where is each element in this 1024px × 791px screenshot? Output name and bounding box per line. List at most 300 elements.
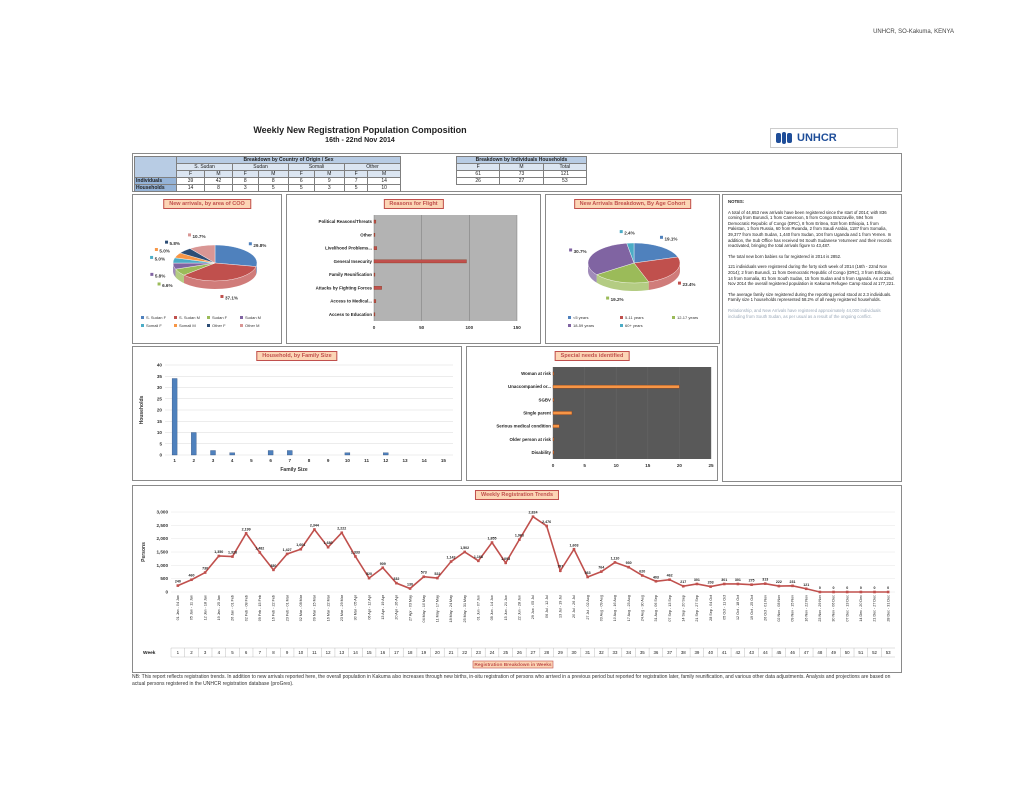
data-label: 403 — [652, 575, 659, 580]
data-point — [586, 576, 589, 579]
data-point — [368, 577, 371, 580]
week-number: 32 — [598, 650, 604, 655]
table-cell: 5 — [345, 185, 368, 192]
week-number: 19 — [421, 650, 427, 655]
data-label: 203 — [707, 580, 714, 585]
category-label: 16 Feb - 22 Feb — [271, 595, 276, 622]
bar — [374, 273, 375, 276]
tick-label: 2 — [192, 458, 196, 463]
category-label: 09 Feb - 15 Feb — [257, 595, 262, 622]
data-label-marker — [150, 273, 153, 276]
tick-label: 10 — [344, 458, 350, 463]
data-point — [860, 591, 863, 594]
notes-panel — [722, 194, 902, 482]
table-cell: 14 — [177, 185, 205, 192]
category-label: 15 Jun - 21 Jun — [503, 595, 508, 621]
data-label: 1,482 — [255, 546, 265, 551]
data-label: 1,855 — [487, 536, 497, 541]
coo-sex-header: F — [233, 171, 259, 178]
category-label: 26 Jan - 01 Feb — [230, 595, 235, 621]
table-cell: 3 — [233, 185, 259, 192]
data-label: 10.7% — [192, 233, 206, 239]
week-number: 47 — [803, 650, 809, 655]
data-label: 1,093 — [501, 556, 511, 561]
category-label: 20 Apr - 26 Apr — [394, 595, 399, 620]
data-label: 909 — [379, 561, 386, 566]
coo-sex-header: M — [205, 171, 233, 178]
panel-coo-pie — [132, 194, 282, 344]
tick-label: 20 — [676, 463, 682, 468]
week-number: 18 — [407, 650, 413, 655]
data-point — [218, 555, 221, 558]
tick-label: 5 — [583, 463, 586, 468]
week-number: 6 — [244, 650, 248, 655]
category-label: 09 Mar - 15 Mar — [312, 595, 317, 622]
data-point — [791, 585, 794, 588]
bar — [211, 451, 216, 456]
category-label: 27 Jul - 02 Aug — [585, 595, 590, 620]
notes-title: NOTES: — [728, 199, 745, 204]
week-number: 35 — [639, 650, 645, 655]
week-number: 17 — [393, 650, 399, 655]
week-number: 33 — [612, 650, 618, 655]
data-point — [477, 560, 480, 563]
data-label: 1,333 — [350, 550, 360, 555]
notes-p3: 121 individuals were registered during the forty sixth week of 2014 (16th - 22nd Nov 2014); 2 from Burundi, 11 from Democratic Republic of Congo (DRC), 3 from Ethiopia, 14 from Somalia, 81 from South Sudan, 15 from Sudan and 5 from Uganda. As at 22nd Nov 2014 the overall registered population in Kakuma Refugee Camp stood at 177,221. — [728, 264, 895, 287]
tick-label: 15 — [440, 458, 446, 463]
week-number: 48 — [817, 650, 823, 655]
legend-swatch — [568, 316, 571, 319]
week-number: 9 — [285, 650, 289, 655]
week-number: 44 — [762, 650, 768, 655]
data-label: 30.7% — [573, 248, 587, 254]
week-number: 41 — [721, 650, 727, 655]
data-label-marker — [150, 256, 153, 259]
tick-label: 2,500 — [156, 522, 168, 528]
data-label: 764 — [598, 565, 605, 570]
week-number: 39 — [694, 650, 700, 655]
category-label: 13 Jul - 19 Jul — [558, 595, 563, 618]
data-point — [190, 578, 193, 581]
bar — [374, 247, 377, 250]
data-point — [614, 561, 617, 564]
category-label: Woman at risk — [521, 371, 551, 377]
data-label-marker — [188, 233, 191, 236]
category-label: 27 Apr - 03 May — [408, 595, 413, 622]
category-label: Other — [360, 232, 372, 238]
category-label: 07 Dec - 13 Dec — [845, 595, 850, 622]
week-number: 5 — [231, 650, 234, 655]
tick-label: 0 — [165, 589, 168, 595]
data-point — [450, 560, 453, 563]
week-number: 12 — [325, 650, 331, 655]
week-number: 28 — [544, 650, 550, 655]
tick-label: 1 — [173, 458, 176, 463]
week-number: 22 — [462, 650, 468, 655]
category-label: 01 Jan - 04 Jan — [176, 595, 181, 621]
data-label: 2,222 — [337, 526, 347, 531]
category-label: Access to Education — [328, 311, 372, 317]
table-cell: 121 — [543, 171, 586, 178]
data-label: 19.2% — [610, 297, 624, 303]
week-number: 36 — [653, 650, 659, 655]
tick-label: 12 — [383, 458, 389, 463]
coo-sex-header: M — [258, 171, 288, 178]
plot-area — [374, 215, 517, 321]
week-number: 24 — [489, 650, 495, 655]
category-label: 20 Jul - 26 Jul — [572, 595, 577, 618]
data-label: 301 — [721, 577, 728, 582]
notes-p2: The total new born babies so far registered in 2014 is 2852. — [728, 253, 842, 259]
logo-text: UNHCR — [797, 132, 837, 144]
week-number: 16 — [380, 650, 386, 655]
category-label: 28 Sep - 04 Oct — [708, 595, 713, 621]
tick-label: 2,000 — [156, 536, 168, 542]
week-number: 4 — [217, 650, 221, 655]
category-label: Serious medical condition — [496, 423, 551, 429]
week-number: 2 — [190, 650, 193, 655]
data-point — [340, 531, 343, 534]
data-point — [545, 525, 548, 528]
week-number: 45 — [776, 650, 782, 655]
coo-table-title: Breakdown by Country of Origin / Sex — [177, 157, 401, 164]
week-number: 26 — [516, 650, 522, 655]
category-label: 09 Nov - 15 Nov — [790, 595, 795, 622]
category-label: 25 May - 31 May — [462, 595, 467, 623]
coo-pie-chart — [133, 195, 281, 343]
data-label: 275 — [748, 578, 755, 583]
category-label: 01 Jun - 07 Jun — [476, 595, 481, 621]
data-label: 522 — [434, 572, 441, 577]
legend-item: <5 years — [573, 315, 589, 320]
data-label: 730 — [202, 566, 209, 571]
bar — [287, 451, 292, 456]
category-label: 24 Aug - 30 Aug — [640, 595, 645, 622]
bar — [230, 453, 235, 455]
tick-label: 11 — [364, 458, 370, 463]
category-label: 10 Aug - 16 Aug — [613, 595, 618, 622]
data-label-marker — [155, 248, 158, 251]
age-pie-title: New Arrivals Breakdown, By Age Cohort — [574, 199, 692, 209]
age-pie-chart — [546, 195, 719, 343]
category-label: 22 Jun - 28 Jun — [517, 595, 522, 621]
category-label: 23 Feb - 01 Mar — [285, 595, 290, 622]
category-label: 17 Aug - 23 Aug — [626, 595, 631, 622]
panel-age-pie — [545, 194, 720, 344]
data-point — [463, 551, 466, 554]
data-label: 620 — [639, 569, 646, 574]
week-number: 30 — [571, 650, 577, 655]
category-label: 29 Jun - 05 Jul — [531, 595, 536, 620]
week-number: 13 — [339, 650, 345, 655]
table-row — [135, 178, 401, 185]
data-label: 121 — [803, 582, 810, 587]
data-point — [832, 591, 835, 594]
category-label: 19 Jan - 25 Jan — [217, 595, 222, 621]
bar — [553, 438, 554, 441]
table-cell: 9 — [314, 178, 344, 185]
data-label: 573 — [420, 570, 427, 575]
table-cell: 5 — [289, 185, 315, 192]
data-label: 0 — [859, 586, 862, 590]
data-point — [696, 583, 699, 586]
data-label: 462 — [666, 573, 673, 578]
data-label-marker — [165, 241, 168, 244]
bar — [268, 451, 273, 456]
special-needs-title: Special needs identified — [555, 351, 630, 361]
week-number: 40 — [708, 650, 714, 655]
bar — [553, 385, 679, 388]
data-label-marker — [620, 230, 623, 233]
bar — [374, 300, 376, 303]
data-point — [627, 566, 630, 569]
data-label-marker — [660, 236, 663, 239]
data-point — [600, 570, 603, 573]
legend-swatch — [240, 324, 243, 327]
coo-country-header: Sudan — [233, 164, 289, 171]
data-label: 1,604 — [296, 543, 306, 548]
data-point — [805, 587, 808, 590]
category-label: 03 Aug - 09 Aug — [599, 595, 604, 622]
data-label: 830 — [270, 563, 277, 568]
category-label: 30 Nov - 06 Dec — [831, 595, 836, 622]
legend-item: Somali F — [146, 323, 162, 328]
table-cell: 8 — [233, 178, 259, 185]
bar — [553, 411, 572, 414]
data-label: 1,427 — [282, 547, 292, 552]
tick-label: 1,500 — [156, 549, 168, 555]
pie-slice — [215, 245, 257, 267]
data-point — [409, 587, 412, 590]
data-label: 520 — [366, 572, 373, 577]
bar — [345, 453, 350, 455]
reasons-title: Reasons for Flight — [383, 199, 443, 209]
week-number: 50 — [844, 650, 850, 655]
legend-item: 60+ years — [625, 323, 643, 328]
tick-label: 20 — [156, 407, 162, 413]
tick-label: 5 — [159, 441, 162, 447]
data-label: 301 — [693, 577, 700, 582]
data-label: 240 — [174, 579, 181, 584]
data-point — [846, 591, 849, 594]
week-number: 37 — [667, 650, 673, 655]
week-number: 53 — [885, 650, 891, 655]
data-point — [422, 575, 425, 578]
data-label: 2,824 — [528, 510, 538, 515]
org-header: UNHCR, SO-Kakuma, KENYA — [873, 29, 954, 35]
category-label: Attacks by Fighting Forces — [315, 285, 372, 291]
data-label: 6.6% — [162, 282, 173, 288]
data-label: 2,344 — [309, 523, 319, 528]
tick-label: 3,000 — [156, 509, 168, 515]
family-size-bar-chart — [133, 347, 461, 480]
y-axis-label: Households — [139, 395, 145, 425]
data-label: 1,110 — [610, 556, 620, 561]
tick-label: 30 — [156, 385, 162, 390]
data-point — [231, 555, 234, 558]
bar — [374, 233, 375, 236]
data-label: 1,502 — [460, 545, 470, 550]
week-row-label: Week — [143, 651, 156, 656]
tick-label: 13 — [402, 458, 408, 463]
data-label: 1,142 — [446, 555, 456, 560]
legend-swatch — [568, 324, 571, 327]
category-label: 02 Feb - 08 Feb — [244, 595, 249, 622]
week-number: 10 — [298, 650, 304, 655]
coo-table-wrap — [134, 156, 401, 192]
data-point — [313, 528, 316, 531]
data-label: 29.8% — [253, 242, 267, 248]
data-label: 313 — [762, 577, 769, 582]
data-point — [668, 578, 671, 581]
data-label: 797 — [557, 564, 564, 569]
category-label: 05 Jan - 11 Jan — [189, 595, 194, 621]
category-label: 21 Dec - 27 Dec — [872, 595, 877, 622]
data-point — [723, 583, 726, 586]
tick-label: 8 — [307, 458, 311, 463]
tick-label: 25 — [156, 396, 162, 402]
category-label: 16 Nov - 22 Nov — [804, 595, 809, 622]
legend-swatch — [174, 316, 177, 319]
data-label: 1,680 — [323, 541, 333, 546]
legend-item: 18-59 years — [573, 323, 595, 328]
week-number: 25 — [503, 650, 509, 655]
data-label: 5.8% — [169, 241, 181, 247]
legend-item: S. Sudan F — [146, 315, 167, 320]
data-label: 5.8% — [154, 273, 166, 279]
category-label: 21 Sep - 27 Sep — [695, 595, 700, 622]
data-label-marker — [678, 282, 681, 285]
bar — [553, 398, 554, 401]
category-label: 06 Jul - 12 Jul — [544, 595, 549, 618]
table-cell: 3 — [314, 185, 344, 192]
category-label: 16 Mar - 22 Mar — [326, 595, 331, 622]
data-point — [641, 574, 644, 577]
data-point — [559, 569, 562, 572]
legend-item: Sudan F — [212, 315, 228, 320]
panel-weekly-trend — [132, 485, 902, 673]
unhcr-logo — [770, 128, 898, 148]
table-cell: 42 — [205, 178, 233, 185]
data-label-marker — [569, 248, 572, 251]
category-label: 05 Oct - 11 Oct — [722, 595, 727, 620]
table-cell: 7 — [345, 178, 368, 185]
weekly-trend-title: Weekly Registration Trends — [475, 490, 559, 500]
data-label: 0 — [846, 586, 849, 590]
week-number: 38 — [680, 650, 686, 655]
week-number: 11 — [312, 650, 317, 655]
household-breakdown-table — [456, 156, 587, 185]
week-number: 51 — [858, 650, 864, 655]
table-row — [457, 178, 587, 185]
legend-swatch — [207, 324, 210, 327]
table-cell: 8 — [258, 178, 288, 185]
hh-col-header: F — [457, 164, 500, 171]
hh-col-header: Total — [543, 164, 586, 171]
week-number: 3 — [203, 650, 207, 655]
tick-label: 4 — [230, 458, 234, 463]
bar — [553, 425, 559, 428]
hh-col-header: M — [500, 164, 543, 171]
category-label: Livelihood Problems... — [325, 245, 372, 251]
category-label: 13 Apr - 19 Apr — [380, 595, 385, 620]
data-point — [737, 583, 740, 586]
data-point — [381, 566, 384, 569]
bar — [383, 453, 388, 455]
category-label: 18 May - 24 May — [449, 595, 454, 623]
coo-pie-title: New arrivals, by area of COO — [163, 199, 251, 209]
tick-label: 15 — [156, 418, 162, 424]
data-label: 231 — [789, 579, 796, 584]
panel-family-size — [132, 346, 462, 481]
data-point — [819, 591, 822, 594]
data-point — [286, 553, 289, 556]
legend-swatch — [141, 316, 144, 319]
data-label: 930 — [625, 561, 632, 566]
table-cell: 6 — [289, 178, 315, 185]
data-point — [518, 538, 521, 541]
data-label: 2,199 — [241, 527, 251, 532]
category-label: 02 Mar - 08 Mar — [298, 595, 303, 622]
category-label: 14 Dec - 20 Dec — [859, 595, 864, 622]
tick-label: 3 — [211, 458, 215, 463]
table-row — [457, 171, 587, 178]
category-label: 02 Nov - 08 Nov — [777, 595, 782, 622]
category-label: 19 Oct - 25 Oct — [749, 595, 754, 621]
tick-label: 0 — [551, 463, 555, 468]
legend-item: Other F — [212, 323, 226, 328]
tick-label: 50 — [419, 325, 425, 330]
legend-swatch — [672, 316, 675, 319]
data-label: 2.4% — [624, 230, 635, 236]
tick-label: 100 — [465, 325, 474, 330]
coo-breakdown-table — [134, 156, 401, 192]
tick-label: 15 — [645, 463, 651, 468]
data-label: 563 — [584, 570, 591, 575]
data-label-marker — [158, 282, 161, 285]
data-label: 5.0% — [154, 256, 166, 262]
bar — [374, 220, 376, 223]
data-label: 1,603 — [569, 543, 579, 548]
legend-item: Sudan M — [245, 315, 262, 320]
tick-label: 500 — [160, 576, 168, 582]
family-size-title: Household, by Family Size — [256, 351, 337, 361]
data-point — [436, 577, 439, 580]
x-axis-label: Family Size — [280, 467, 308, 473]
category-label: 04 May - 10 May — [421, 595, 426, 623]
data-label: 1,328 — [227, 550, 237, 555]
category-label: Unaccompanied or... — [508, 384, 551, 390]
bar — [374, 313, 375, 316]
week-number: 15 — [366, 650, 372, 655]
category-label: 06 Apr - 12 Apr — [367, 595, 372, 620]
tick-label: 0 — [159, 452, 162, 458]
tick-label: 5 — [250, 458, 253, 463]
category-label: 30 Mar - 05 Apr — [353, 595, 358, 621]
hh-table-wrap — [456, 156, 587, 185]
special-needs-bar-chart — [467, 347, 717, 480]
coo-sex-header: F — [345, 171, 368, 178]
table-cell: 27 — [500, 178, 543, 185]
tick-label: 40 — [156, 362, 162, 368]
coo-sex-header: M — [314, 171, 344, 178]
table-cell: 39 — [177, 178, 205, 185]
row-label: Households — [135, 185, 177, 192]
bar — [374, 286, 382, 289]
category-label: 26 Oct - 01 Nov — [763, 595, 768, 621]
data-point — [764, 582, 767, 585]
data-label: 19.1% — [664, 236, 678, 242]
